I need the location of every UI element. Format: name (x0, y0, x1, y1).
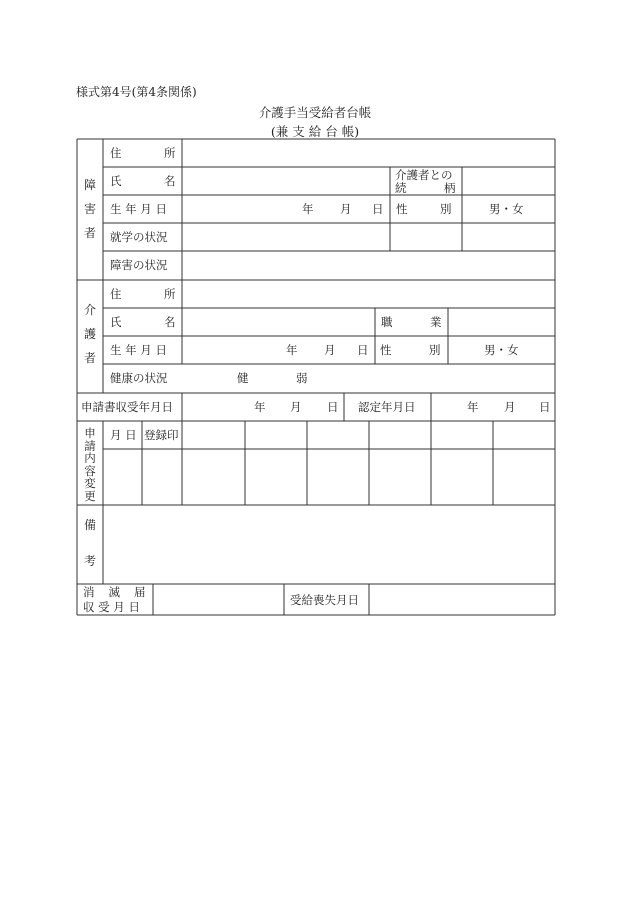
disability-status-label: 障害の状況 (110, 258, 168, 272)
application-received-label: 申請書収受年月日 (81, 400, 173, 414)
caregiver-address-label-end: 所 (164, 287, 176, 301)
certified-day-unit: 日 (539, 400, 551, 414)
disabled-address-label-start: 住 (110, 146, 122, 160)
disabled-birthdate-label: 生 年 月 日 (110, 202, 167, 216)
benefit-loss-date-label: 受給喪失月日 (290, 593, 359, 607)
caregiver-name-label-end: 名 (164, 315, 176, 329)
form-number: 様式第4号(第4条関係) (76, 85, 197, 99)
caregiver-section-label: 介 護 者 (83, 303, 96, 365)
caregiver-sex-options: 男・女 (484, 343, 519, 357)
relation-label-line2-end: 柄 (444, 181, 456, 195)
health-option-weak: 弱 (296, 371, 308, 385)
certified-date-label: 認定年月日 (358, 400, 416, 414)
disabled-birth-day-unit: 日 (372, 202, 384, 216)
caregiver-birth-month-unit: 月 (324, 343, 336, 357)
document-subtitle: (兼 支 給 台 帳) (270, 124, 360, 139)
received-day-unit: 日 (327, 400, 339, 414)
occupation-label-start: 職 (381, 315, 393, 329)
health-option-healthy: 健 (237, 371, 249, 385)
relation-label-line2-start: 続 (395, 181, 407, 195)
certified-month-unit: 月 (504, 400, 516, 414)
disabled-person-section-label: 障 害 者 (83, 178, 96, 240)
change-date-label: 月 日 (110, 428, 137, 442)
occupation-label-end: 業 (430, 315, 442, 329)
disabled-sex-options: 男・女 (489, 202, 524, 216)
registration-seal-label: 登録印 (144, 428, 179, 442)
application-change-section-label: 申 請 内 容 変 更 (84, 426, 96, 503)
caregiver-name-label-start: 氏 (110, 315, 122, 329)
certified-year-unit: 年 (467, 400, 479, 414)
extinction-notice-label-line2: 収 受 月 日 (83, 600, 140, 614)
caregiver-birth-year-unit: 年 (286, 343, 298, 357)
document-title: 介護手当受給者台帳 (258, 105, 372, 120)
disabled-birth-year-unit: 年 (302, 202, 314, 216)
caregiver-sex-label-end: 別 (429, 343, 441, 357)
disabled-sex-label-start: 性 (396, 202, 408, 216)
caregiver-address-label-start: 住 (110, 287, 122, 301)
remarks-section-label: 備 考 (83, 518, 96, 568)
relation-label-line1: 介護者との (395, 168, 453, 182)
disabled-name-label-end: 名 (164, 174, 176, 188)
schooling-label: 就学の状況 (110, 230, 168, 244)
caregiver-sex-label-start: 性 (380, 343, 392, 357)
health-label: 健康の状況 (110, 371, 168, 385)
extinction-notice-label-line1: 消 滅 届 (83, 585, 146, 599)
caregiver-birthdate-label: 生 年 月 日 (110, 343, 167, 357)
disabled-name-label-start: 氏 (110, 174, 122, 188)
disabled-sex-label-end: 別 (440, 202, 452, 216)
received-month-unit: 月 (290, 400, 302, 414)
received-year-unit: 年 (254, 400, 266, 414)
disabled-address-label-end: 所 (164, 146, 176, 160)
disabled-birth-month-unit: 月 (340, 202, 352, 216)
caregiver-birth-day-unit: 日 (357, 343, 369, 357)
